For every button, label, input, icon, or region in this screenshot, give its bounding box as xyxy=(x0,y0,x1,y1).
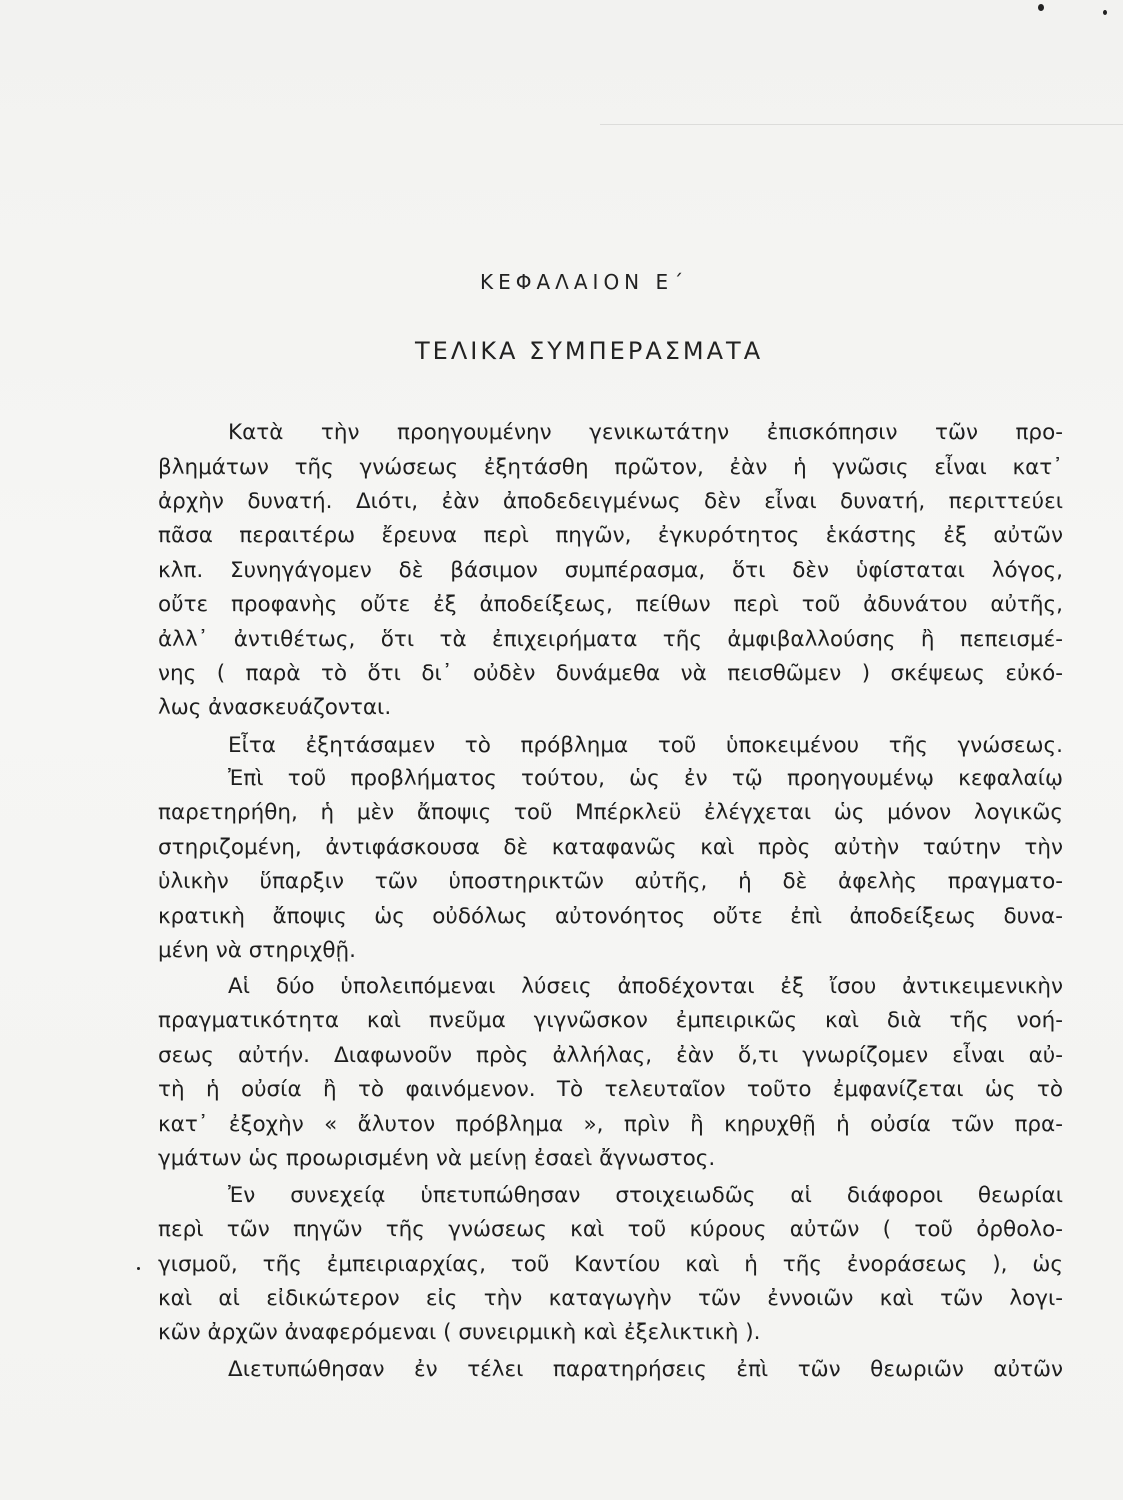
text-line: σεως αὐτήν. Διαφωνοῦν πρὸς ἀλλήλας, ἐὰν ὅ,τι γνωρίζομεν εἶναι αὐ- xyxy=(158,1043,1063,1068)
chapter-heading: ΚΕΦΑΛΑΙΟΝ Ε΄ xyxy=(480,270,689,294)
text-line: καὶ αἱ εἰδικώτερον εἰς τὴν καταγωγὴν τῶν ἐννοιῶν καὶ τῶν λογι- xyxy=(158,1286,1063,1311)
text-line: λως ἀνασκευάζονται. xyxy=(158,695,392,720)
text-line: παρετηρήθη, ἡ μὲν ἄποψις τοῦ Μπέρκλεϋ ἐλέγχεται ὡς μόνον λογικῶς xyxy=(158,800,1063,825)
text-line: πραγματικότητα καὶ πνεῦμα γιγνῶσκον ἐμπειρικῶς καὶ διὰ τῆς νοή- xyxy=(158,1008,1063,1033)
ink-speck xyxy=(1103,10,1107,15)
text-line: πᾶσα περαιτέρω ἔρευνα περὶ πηγῶν, ἐγκυρότητος ἑκάστης ἐξ αὐτῶν xyxy=(158,523,1063,548)
text-line: βλημάτων τῆς γνώσεως ἐξητάσθη πρῶτον, ἐὰν ἡ γνῶσις εἶναι κατ᾽ xyxy=(158,455,1063,480)
text-line: κατ᾽ ἐξοχὴν « ἄλυτον πρόβλημα », πρὶν ἢ κηρυχθῇ ἡ οὐσία τῶν πρα- xyxy=(158,1112,1063,1137)
text-line: στηριζομένη, ἀντιφάσκουσα δὲ καταφανῶς καὶ πρὸς αὐτὴν ταύτην τὴν xyxy=(158,835,1063,860)
text-line: τὴ ἡ οὐσία ἢ τὸ φαινόμενον. Τὸ τελευταῖον τοῦτο ἐμφανίζεται ὡς τὸ xyxy=(158,1077,1063,1102)
text-line: κρατικὴ ἄποψις ὡς οὐδόλως αὐτονόητος οὔτε ἐπὶ ἀποδείξεως δυνα- xyxy=(158,904,1063,929)
ink-speck xyxy=(137,1267,140,1270)
text-line: Ἐν συνεχείᾳ ὑπετυπώθησαν στοιχειωδῶς αἱ διάφοροι θεωρίαι xyxy=(228,1183,1063,1208)
text-line: κῶν ἀρχῶν ἀναφερόμεναι ( συνειρμικὴ καὶ ἐξελικτικὴ ). xyxy=(158,1320,761,1345)
text-line: μένη νὰ στηριχθῇ. xyxy=(158,938,356,963)
text-line: περὶ τῶν πηγῶν τῆς γνώσεως καὶ τοῦ κύρους αὐτῶν ( τοῦ ὀρθολο- xyxy=(158,1217,1063,1242)
text-line: Εἶτα ἐξητάσαμεν τὸ πρόβλημα τοῦ ὑποκειμένου τῆς γνώσεως. xyxy=(228,733,1063,758)
text-line: νης ( παρὰ τὸ ὅτι δι᾽ οὐδὲν δυνάμεθα νὰ πεισθῶμεν ) σκέψεως εὐκό- xyxy=(158,661,1063,686)
text-line: οὔτε προφανὴς οὔτε ἐξ ἀποδείξεως, πείθων περὶ τοῦ ἀδυνάτου αὐτῆς, xyxy=(158,592,1063,617)
ink-speck xyxy=(1038,4,1044,11)
text-line: Ἐπὶ τοῦ προβλήματος τούτου, ὡς ἐν τῷ προηγουμένῳ κεφαλαίῳ xyxy=(228,766,1063,791)
text-line: ἀρχὴν δυνατή. Διότι, ἐὰν ἀποδεδειγμένως δὲν εἶναι δυνατή, περιττεύει xyxy=(158,489,1063,514)
text-line: Διετυπώθησαν ἐν τέλει παρατηρήσεις ἐπὶ τῶν θεωριῶν αὐτῶν xyxy=(228,1357,1063,1382)
header-rule xyxy=(600,124,1123,125)
text-line: ὑλικὴν ὕπαρξιν τῶν ὑποστηρικτῶν αὐτῆς, ἡ δὲ ἀφελὴς πραγματο- xyxy=(158,869,1063,894)
chapter-title: ΤΕΛΙΚΑ ΣΥΜΠΕΡΑΣΜΑΤΑ xyxy=(415,337,764,365)
text-line: γμάτων ὡς προωρισμένη νὰ μείνῃ ἐσαεὶ ἄγνωστος. xyxy=(158,1146,716,1171)
text-line: Αἱ δύο ὑπολειπόμεναι λύσεις ἀποδέχονται ἐξ ἴσου ἀντικειμενικὴν xyxy=(228,974,1063,999)
text-line: Κατὰ τὴν προηγουμένην γενικωτάτην ἐπισκόπησιν τῶν προ- xyxy=(228,420,1063,445)
text-line: γισμοῦ, τῆς ἐμπειριαρχίας, τοῦ Καντίου καὶ ἡ τῆς ἐνοράσεως ), ὡς xyxy=(158,1252,1063,1277)
text-line: κλπ. Συνηγάγομεν δὲ βάσιμον συμπέρασμα, ὅτι δὲν ὑφίσταται λόγος, xyxy=(158,558,1063,583)
text-line: ἀλλ᾽ ἀντιθέτως, ὅτι τὰ ἐπιχειρήματα τῆς ἀμφιβαλλούσης ἢ πεπεισμέ- xyxy=(158,627,1063,652)
